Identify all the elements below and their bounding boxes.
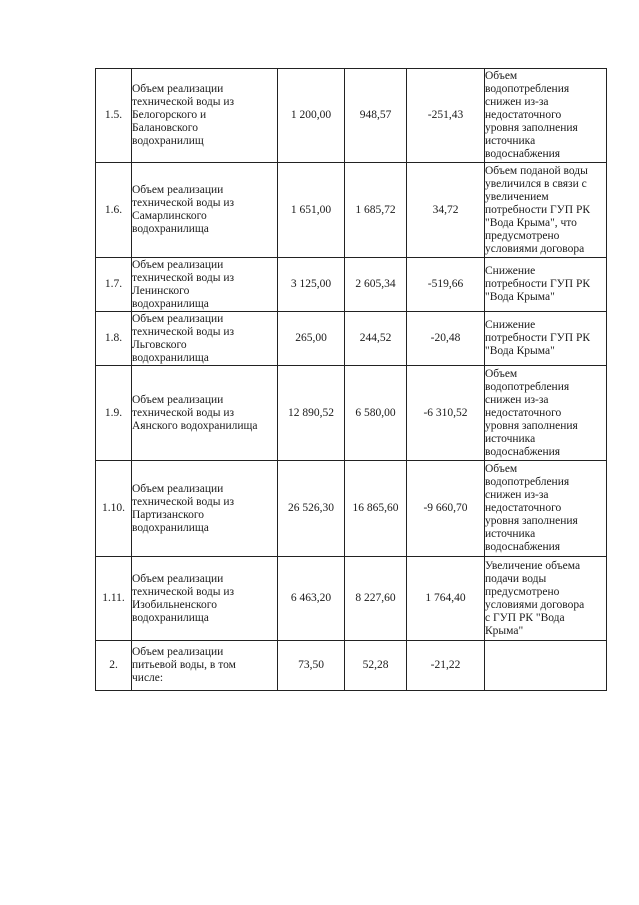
note-cell	[485, 641, 607, 691]
plan-value: 6 463,20	[278, 557, 345, 641]
plan-value: 1 200,00	[278, 69, 345, 163]
row-number: 1.7.	[96, 258, 132, 312]
note-cell: Объем водопотребления снижен из-за недостаточного уровня заполнения источника водоснабжения	[485, 461, 607, 557]
row-number: 1.6.	[96, 163, 132, 258]
row-number: 1.8.	[96, 312, 132, 366]
table-row	[96, 69, 607, 163]
row-indicator-name: Объем реализации технической воды из Белогорского и Балановского водохранилищ	[132, 69, 278, 163]
fact-value: 2 605,34	[345, 258, 407, 312]
difference-value: -9 660,70	[407, 461, 485, 557]
fact-value: 948,57	[345, 69, 407, 163]
note-cell: Объем поданой воды увеличился в связи с увеличением потребности ГУП РК "Вода Крыма", что предусмотрено условиями договора	[485, 163, 607, 258]
table-row	[96, 258, 607, 312]
difference-value: 34,72	[407, 163, 485, 258]
row-number: 1.11.	[96, 557, 132, 641]
plan-value: 3 125,00	[278, 258, 345, 312]
difference-value: -251,43	[407, 69, 485, 163]
row-indicator-name: Объем реализации технической воды из Ленинского водохранилища	[132, 258, 278, 312]
plan-value: 1 651,00	[278, 163, 345, 258]
row-number: 1.9.	[96, 366, 132, 461]
row-indicator-name: Объем реализации технической воды из Изобильненского водохранилища	[132, 557, 278, 641]
table-row	[96, 312, 607, 366]
note-cell: Объем водопотребления снижен из-за недостаточного уровня заполнения источника водоснабжения	[485, 69, 607, 163]
plan-value: 26 526,30	[278, 461, 345, 557]
row-indicator-name: Объем реализации технической воды из Самарлинского водохранилища	[132, 163, 278, 258]
difference-value: -519,66	[407, 258, 485, 312]
note-cell: Снижение потребности ГУП РК "Вода Крыма"	[485, 258, 607, 312]
plan-value: 12 890,52	[278, 366, 345, 461]
fact-value: 6 580,00	[345, 366, 407, 461]
row-indicator-name: Объем реализации технической воды из Аянского водохранилища	[132, 366, 278, 461]
row-indicator-name: Объем реализации питьевой воды, в том числе:	[132, 641, 278, 691]
fact-value: 1 685,72	[345, 163, 407, 258]
row-number: 1.5.	[96, 69, 132, 163]
table-row	[96, 641, 607, 691]
table-row	[96, 557, 607, 641]
fact-value: 8 227,60	[345, 557, 407, 641]
fact-value: 16 865,60	[345, 461, 407, 557]
water-sales-table	[95, 68, 607, 691]
row-indicator-name: Объем реализации технической воды из Льговского водохранилища	[132, 312, 278, 366]
note-cell: Увеличение объема подачи воды предусмотрено условиями договора с ГУП РК "Вода Крыма"	[485, 557, 607, 641]
difference-value: -20,48	[407, 312, 485, 366]
table-row	[96, 461, 607, 557]
difference-value: -21,22	[407, 641, 485, 691]
note-cell: Объем водопотребления снижен из-за недостаточного уровня заполнения источника водоснабжения	[485, 366, 607, 461]
plan-value: 265,00	[278, 312, 345, 366]
row-number: 1.10.	[96, 461, 132, 557]
difference-value: 1 764,40	[407, 557, 485, 641]
fact-value: 244,52	[345, 312, 407, 366]
row-number: 2.	[96, 641, 132, 691]
plan-value: 73,50	[278, 641, 345, 691]
table-row	[96, 163, 607, 258]
table-row	[96, 366, 607, 461]
row-indicator-name: Объем реализации технической воды из Партизанского водохранилища	[132, 461, 278, 557]
difference-value: -6 310,52	[407, 366, 485, 461]
note-cell: Снижение потребности ГУП РК "Вода Крыма"	[485, 312, 607, 366]
fact-value: 52,28	[345, 641, 407, 691]
